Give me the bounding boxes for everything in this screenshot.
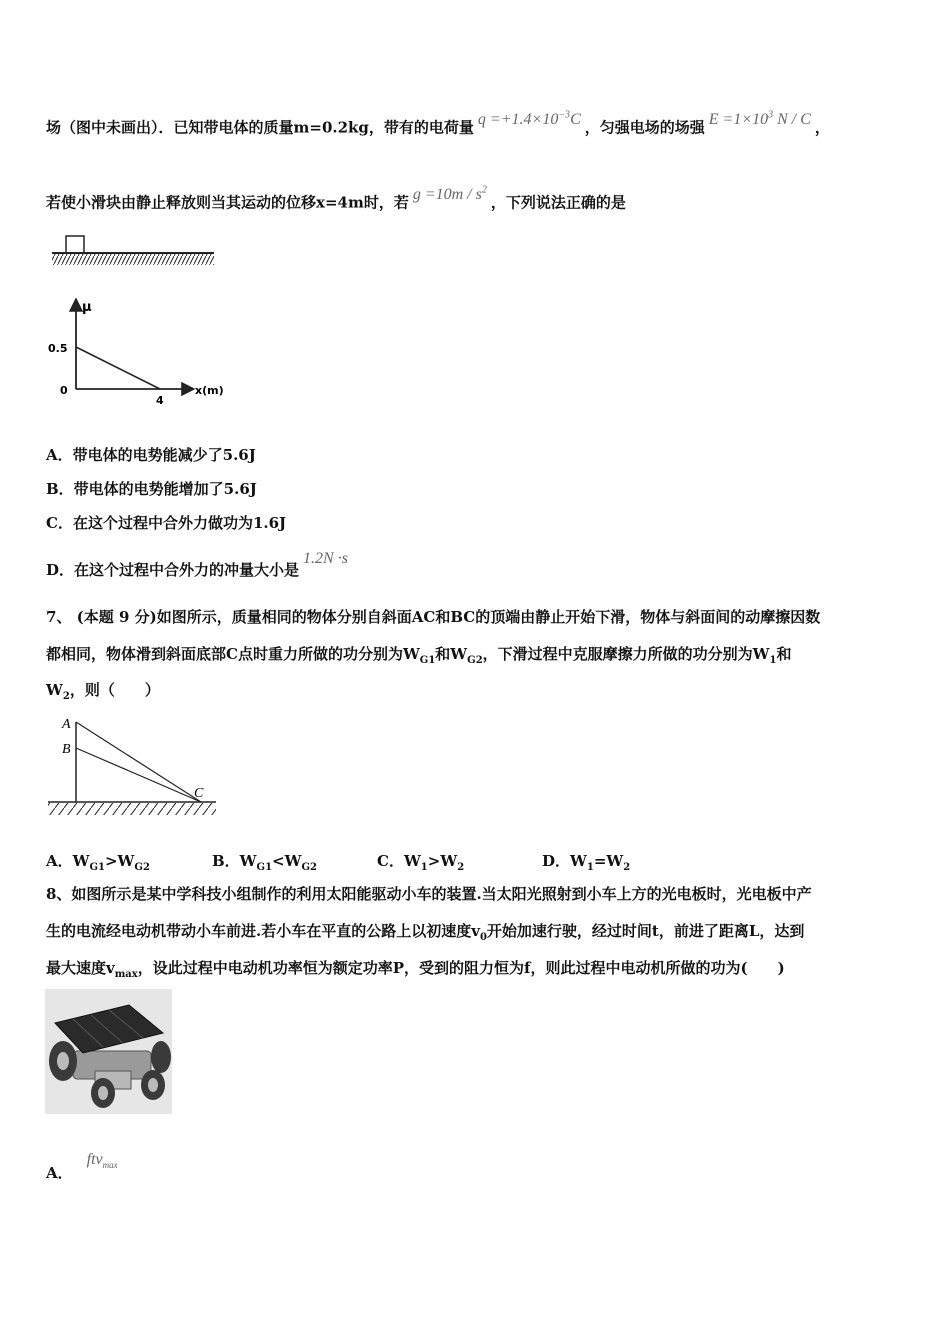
q7-option-c[interactable]: C．$W_1>W_2$ — [377, 852, 465, 873]
wheel — [151, 1041, 171, 1073]
label-a: A — [62, 717, 71, 732]
block-surface-figure — [50, 232, 216, 268]
mu-x-graph — [40, 295, 240, 410]
block — [66, 236, 84, 253]
incline-bc — [76, 748, 201, 802]
q6-text: 若使小滑块由静止释放则当其运动的位移x=4m时，若 — [46, 193, 409, 212]
q7-option-a[interactable]: A．$W_{G1}>W_{G2}$ — [46, 852, 150, 873]
q8-line-2: 生的电流经电动机带动小车前进.若小车在平直的公路上以初速度$v_0$开始加速行驶，经过时间t，前进了距离L，达到 — [46, 922, 805, 943]
x-axis-label: x(m) — [195, 384, 224, 397]
y-axis-label: μ — [82, 300, 92, 315]
incline-figure — [46, 712, 221, 818]
q6-text: ，下列说法正确的是 — [490, 193, 626, 212]
q7-option-b[interactable]: B．$W_{G1}<W_{G2}$ — [212, 852, 317, 873]
label-b: B — [62, 742, 71, 757]
q7-line-1: 7、 (本题 9 分)如图所示，质量相同的物体分别自斜面AC和BC的顶端由静止开始下滑，物体与斜面间的动摩擦因数 — [46, 608, 821, 626]
x-tick-label: 4 — [156, 394, 164, 407]
work-formula: ftv$_{max}$ — [86, 1151, 118, 1171]
q6-option-a[interactable]: A．带电体的电势能减少了5.6J — [46, 446, 256, 464]
impulse-formula: 1.2N ·s — [303, 550, 348, 567]
q7-line-3: $W_2$，则（ ） — [46, 681, 160, 702]
q6-text: ，匀强电场的场强 — [584, 118, 705, 137]
field-formula: $E =1\times 10^3$ N / C — [708, 110, 811, 129]
charge-formula: $q =+1.4\times 10^{-3}C$ — [477, 110, 581, 129]
label-c: C — [194, 786, 204, 801]
q6-text: ， — [814, 118, 830, 137]
q6-option-c[interactable]: C．在这个过程中合外力做功为1.6J — [46, 514, 287, 532]
ground-hatching — [48, 803, 216, 815]
surface-hatching — [52, 254, 214, 265]
q6-line-2 — [46, 185, 626, 213]
q6-option-d[interactable]: D．在这个过程中合外力的冲量大小是1.2N ·s — [46, 550, 348, 579]
mu-line — [76, 347, 160, 389]
q8-line-1: 8、如图所示是某中学科技小组制作的利用太阳能驱动小车的装置.当太阳光照射到小车上方的光电板时，光电板中产 — [46, 885, 812, 903]
q6-line-1 — [46, 110, 830, 138]
y-tick-label: 0.5 — [48, 342, 68, 355]
origin-label: 0 — [60, 384, 68, 397]
gravity-formula: $g =10m / s^2$ — [412, 185, 487, 204]
q6-text: 场（图中未画出）．已知带电体的质量m=0.2kg，带有的电荷量 — [46, 118, 474, 137]
incline-ac — [76, 722, 201, 802]
solar-car-photo — [45, 989, 172, 1114]
q8-option-a[interactable]: A．ftv$_{max}$ — [46, 1151, 118, 1182]
q6-option-b[interactable]: B．带电体的电势能增加了5.6J — [46, 480, 257, 498]
q7-option-d[interactable]: D．$W_1=W_2$ — [542, 852, 631, 873]
q8-line-3: 最大速度$v_{max}$，设此过程中电动机功率恒为额定功率P，受到的阻力恒为f，则此过程中电动机所做的功为( ) — [46, 959, 785, 980]
q7-line-2: 都相同，物体滑到斜面底部C点时重力所做的功分别为$W_{G1}$和$W_{G2}$，下滑过程中克服摩擦力所做的功分别为$W_1$和 — [46, 645, 792, 666]
